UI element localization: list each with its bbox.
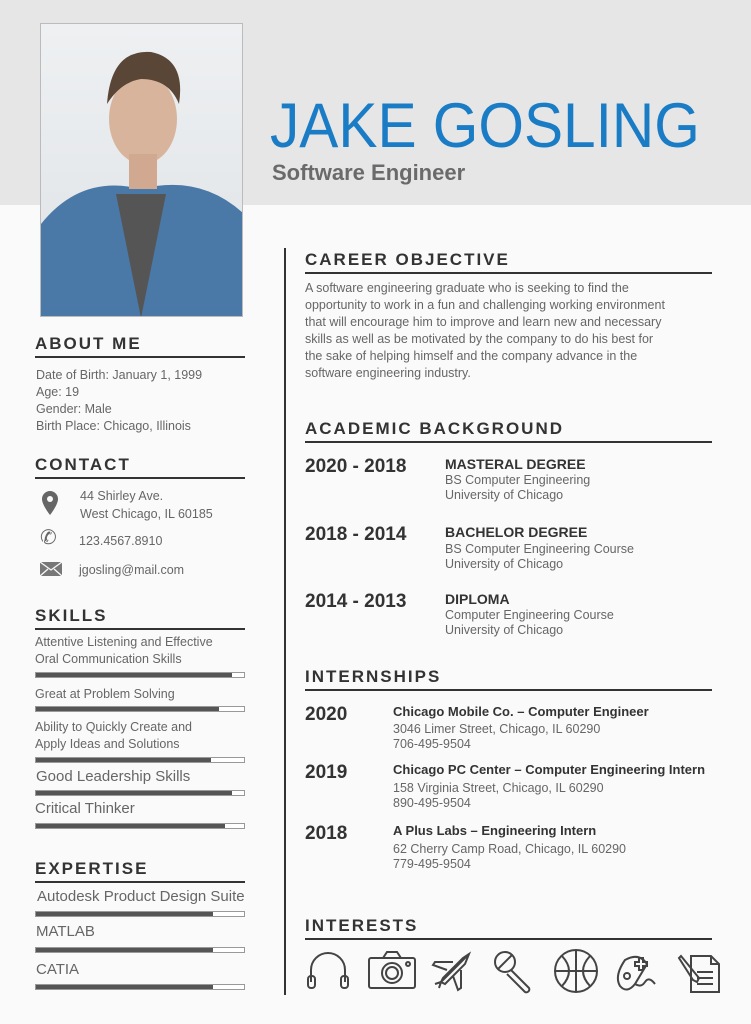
internship-year: 2018 <box>305 823 348 844</box>
candidate-title: Software Engineer <box>272 160 466 185</box>
academic-years: 2014 - 2013 <box>305 591 407 612</box>
about-birthplace: Birth Place: Chicago, Illinois <box>36 419 191 433</box>
level-fill <box>36 707 219 711</box>
academic-course: BS Computer Engineering <box>445 473 591 487</box>
objective-line: opportunity to work in a fun and challenging working environment <box>305 298 665 312</box>
email-icon <box>40 562 62 576</box>
skills-heading: SKILLS <box>35 606 245 630</box>
internship-title: A Plus Labs – Engineering Intern <box>393 823 597 838</box>
academic-school: University of Chicago <box>445 623 564 637</box>
contact-email[interactable]: jgosling@mail.com <box>79 563 185 577</box>
expertise-label: Autodesk Product Design Suite <box>37 888 245 905</box>
expertise-bar <box>35 911 245 917</box>
level-fill <box>36 948 213 952</box>
objective-line: A software engineering graduate who is seeking to find the <box>305 281 629 295</box>
headphones-icon <box>305 948 351 994</box>
interests-icons <box>305 948 723 994</box>
expertise-heading: EXPERTISE <box>35 859 245 883</box>
internship-address: 3046 Limer Street, Chicago, IL 60290 <box>393 722 601 736</box>
objective-line: that will encourage him to improve and learn new and necessary <box>305 315 662 329</box>
academic-years: 2020 - 2018 <box>305 456 407 477</box>
internship-title: Chicago PC Center – Computer Engineering Intern <box>393 762 706 777</box>
skill-bar <box>35 672 245 678</box>
internship-phone: 890-495-9504 <box>393 796 471 810</box>
camera-icon <box>367 948 413 994</box>
academic-heading: ACADEMIC BACKGROUND <box>305 419 712 443</box>
objective-heading: CAREER OBJECTIVE <box>305 250 712 274</box>
skill-label: Attentive Listening and Effective <box>35 635 213 649</box>
level-fill <box>36 824 225 828</box>
academic-school: University of Chicago <box>445 488 564 502</box>
level-fill <box>36 791 232 795</box>
objective-line: software engineering industry. <box>305 366 471 380</box>
level-fill <box>36 912 213 916</box>
skill-bar <box>35 790 245 796</box>
contact-heading: CONTACT <box>35 455 245 479</box>
skill-label: Critical Thinker <box>35 800 135 817</box>
writing-icon <box>677 948 723 994</box>
location-pin-icon <box>40 490 60 516</box>
internship-year: 2020 <box>305 704 348 725</box>
divider <box>284 248 286 995</box>
about-heading: ABOUT ME <box>35 334 245 358</box>
internship-address: 62 Cherry Camp Road, Chicago, IL 60290 <box>393 842 627 856</box>
interests-heading: INTERESTS <box>305 916 712 940</box>
skill-label: Great at Problem Solving <box>35 687 175 701</box>
academic-years: 2018 - 2014 <box>305 524 407 545</box>
internship-year: 2019 <box>305 762 348 783</box>
objective-line: skills as well as be motivated by the company to do his best for <box>305 332 654 346</box>
internship-title: Chicago Mobile Co. – Computer Engineer <box>393 704 649 719</box>
contact-phone[interactable]: 123.4567.8910 <box>79 534 163 548</box>
level-fill <box>36 673 232 677</box>
airplane-icon <box>429 948 475 994</box>
academic-course: BS Computer Engineering Course <box>445 542 634 556</box>
skill-label: Ability to Quickly Create and <box>35 720 193 734</box>
level-fill <box>36 758 211 762</box>
academic-school: University of Chicago <box>445 557 564 571</box>
objective-line: the sake of helping himself and the company advance in the <box>305 349 638 363</box>
expertise-bar <box>35 984 245 990</box>
skill-label: Apply Ideas and Solutions <box>35 737 180 751</box>
skill-bar <box>35 757 245 763</box>
academic-degree: MASTERAL DEGREE <box>445 456 586 472</box>
level-fill <box>36 985 213 989</box>
internship-phone: 779-495-9504 <box>393 857 471 871</box>
academic-course: Computer Engineering Course <box>445 608 614 622</box>
contact-address-line2: West Chicago, IL 60185 <box>80 507 213 521</box>
microphone-icon <box>491 948 537 994</box>
skill-label: Oral Communication Skills <box>35 652 182 666</box>
about-age: Age: 19 <box>36 385 80 399</box>
about-dob: Date of Birth: January 1, 1999 <box>36 368 203 382</box>
expertise-bar <box>35 947 245 953</box>
profile-photo <box>40 23 243 317</box>
internship-phone: 706-495-9504 <box>393 737 471 751</box>
skill-bar <box>35 706 245 712</box>
contact-address-line1: 44 Shirley Ave. <box>80 489 164 503</box>
academic-degree: BACHELOR DEGREE <box>445 524 588 540</box>
internships-heading: INTERNSHIPS <box>305 667 712 691</box>
expertise-label: MATLAB <box>36 923 95 940</box>
phone-icon: ✆ <box>40 527 57 549</box>
candidate-name: JAKE GOSLING <box>270 91 700 161</box>
about-gender: Gender: Male <box>36 402 112 416</box>
basketball-icon <box>553 948 599 994</box>
expertise-label: CATIA <box>36 961 80 978</box>
skill-label: Good Leadership Skills <box>36 768 191 785</box>
academic-degree: DIPLOMA <box>445 591 510 607</box>
skill-bar <box>35 823 245 829</box>
internship-address: 158 Virginia Street, Chicago, IL 60290 <box>393 781 604 795</box>
gamepad-icon <box>615 948 661 994</box>
